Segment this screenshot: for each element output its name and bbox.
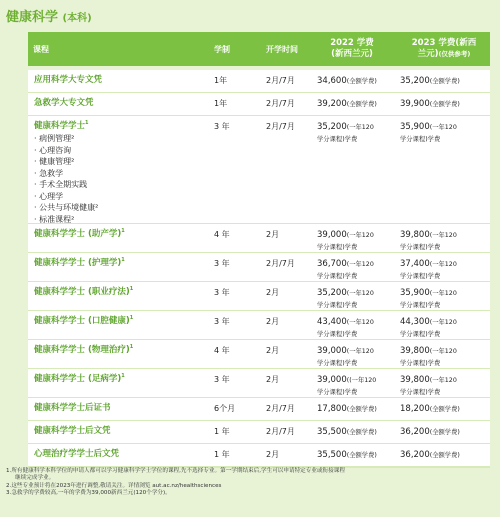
fee-2022-note: (全额学费) (346, 406, 377, 413)
course-start: 2月 (266, 450, 280, 459)
course-start: 2月 (266, 346, 280, 355)
fee-2023-amount: 36,200 (400, 450, 430, 460)
course-name (34, 316, 133, 327)
fee-2023-amount: 35,200 (400, 76, 430, 86)
footnote-ref: 1 (129, 344, 134, 351)
title-main: 健康科学 (6, 10, 59, 25)
fee-2023 (400, 316, 488, 340)
course-name-text: 健康科学学士 (助产学) (34, 229, 122, 239)
header-fee-2023-line1: 2023 学费(新西 (411, 38, 477, 48)
header-fee-2022-line1: 2022 学费 (330, 38, 374, 48)
fee-2023-note: (一年120 (429, 377, 457, 384)
header-fee-2022-line2: (新西兰元) (331, 49, 373, 59)
fee-2023 (400, 403, 488, 415)
footnote-2: 2.这些专业预计将在2023年进行调整,敬请关注。详情浏览 aut.ac.nz/healthsciences (6, 482, 222, 489)
fee-2022-note-line2: 学分课程)学费 (317, 302, 358, 309)
fee-2022-amount: 17,800 (317, 404, 347, 414)
fee-2023 (400, 345, 488, 369)
major-item: · 标准课程² (34, 214, 98, 226)
major-item: · 病例管理² (34, 133, 98, 145)
fee-2023-note: (全额学费) (429, 452, 460, 459)
fee-2023-amount: 39,800 (400, 375, 430, 385)
fee-2022 (317, 403, 401, 415)
course-duration: 1 年 (214, 427, 230, 436)
course-duration: 1年 (214, 99, 228, 108)
fee-2023 (400, 98, 488, 110)
fee-2022-note: (一年120 (346, 124, 374, 131)
fee-2023-note: (全额学费) (429, 78, 460, 85)
fee-2022-note-line2: 学分课程)学费 (317, 244, 358, 251)
fee-2022-note-line2: 学分课程)学费 (317, 331, 358, 338)
fee-2022 (317, 75, 401, 87)
fee-2022-amount: 35,500 (317, 450, 347, 460)
fee-2022 (317, 426, 401, 438)
fee-2022-note: (一年120 (346, 290, 374, 297)
course-name-text: 急救学大专文凭 (34, 98, 94, 108)
fee-2022-amount: 36,700 (317, 259, 347, 269)
fee-2023-note: (一年120 (429, 319, 457, 326)
course-start: 2月/7月 (266, 76, 295, 85)
title-subtitle: (本科) (62, 13, 92, 24)
major-item: · 心理学 (34, 191, 98, 203)
fee-2023-amount: 37,400 (400, 259, 430, 269)
course-duration: 3 年 (214, 317, 230, 326)
table-row (28, 224, 490, 254)
fee-2023-note: (全额学费) (429, 429, 460, 436)
major-item: · 公共与环境健康² (34, 202, 98, 214)
course-name-text: 健康科学学士 (口腔健康) (34, 316, 130, 326)
fee-2022-note: (一年120 (346, 261, 374, 268)
header-fee-2023 (400, 32, 488, 66)
fee-2023-amount: 39,900 (400, 99, 430, 109)
course-duration: 3 年 (214, 288, 230, 297)
fee-table (28, 32, 490, 460)
table-row (28, 311, 490, 341)
fee-2022-amount: 43,400 (317, 317, 347, 327)
table-row (28, 340, 490, 370)
course-name-text: 健康科学学士后文凭 (34, 426, 111, 436)
course-duration: 1年 (214, 76, 228, 85)
major-item: · 心理咨询 (34, 145, 98, 157)
fee-2023-note-line2: 学分课程)学费 (400, 389, 441, 396)
course-duration: 3 年 (214, 259, 230, 268)
fee-2022 (317, 374, 401, 398)
fee-2022 (317, 258, 401, 282)
fee-2022-note: (全额学费) (346, 78, 377, 85)
course-duration: 3 年 (214, 375, 230, 384)
fee-2022-note: (一年120 (346, 232, 374, 239)
fee-2023-amount: 35,900 (400, 122, 430, 132)
fee-2022-amount: 39,000 (317, 375, 347, 385)
footnote-ref: 1 (121, 373, 125, 380)
fee-2023-note-line2: 学分课程)学费 (400, 360, 441, 367)
fee-2022 (317, 449, 401, 461)
fee-2022-note: (一年120 (346, 348, 374, 355)
fee-2022-note-line2: 学分课程)学费 (317, 389, 358, 396)
fee-2023 (400, 374, 488, 398)
fee-2023-note-line2: 学分课程)学费 (400, 331, 441, 338)
course-start: 2月 (266, 230, 280, 239)
fee-2023-note: (一年120 (429, 348, 457, 355)
fee-2022-note: (全额学费) (346, 429, 377, 436)
footnotes (6, 468, 494, 498)
course-duration: 4 年 (214, 230, 230, 239)
footnote-ref: 1 (121, 228, 125, 235)
course-start: 2月/7月 (266, 99, 295, 108)
course-name-text: 健康科学学士 (护理学) (34, 258, 122, 268)
header-fee-2022 (317, 32, 387, 66)
fee-2023 (400, 258, 488, 282)
fee-2022-amount: 35,200 (317, 288, 347, 298)
course-start: 2月/7月 (266, 427, 295, 436)
fee-2022-amount: 39,000 (317, 230, 347, 240)
course-start: 2月 (266, 375, 280, 384)
course-name-text: 健康科学学士 (34, 121, 86, 131)
fee-2023 (400, 121, 488, 145)
fee-2022-amount: 39,000 (317, 346, 347, 356)
fee-2023 (400, 426, 488, 438)
page-title (6, 6, 92, 25)
course-name-text: 健康科学学士 (足病学) (34, 374, 122, 384)
fee-2022-note: ((一年120 (346, 377, 377, 384)
fee-2023 (400, 449, 488, 461)
footnote-ref: 1 (85, 120, 89, 127)
fee-2022-note-line2: 学分课程)学费 (317, 360, 358, 367)
fee-2023-note: (一年120 (429, 232, 457, 239)
course-name-text: 应用科学大专文凭 (34, 75, 103, 85)
footnote-ref: 1 (129, 286, 134, 293)
fee-2023-note: (一年120 (429, 124, 457, 131)
table-row (28, 421, 490, 445)
header-start: 开学时间 (266, 44, 298, 54)
footnote-3: 3.急救学的学费较高,一年的学费为39,000新西兰元(120个学分)。 (6, 490, 171, 497)
course-name-text: 健康科学学士 (职业疗法) (34, 287, 130, 297)
fee-2023 (400, 75, 488, 87)
course-name (34, 75, 102, 86)
fee-2022 (317, 316, 401, 340)
course-duration: 1 年 (214, 450, 230, 459)
footnote-ref: 1 (121, 257, 125, 264)
course-duration: 6个月 (214, 404, 236, 413)
course-name-text: 健康科学学士 (物理治疗) (34, 345, 130, 355)
table-row (28, 398, 490, 422)
fee-2023-amount: 39,800 (400, 230, 430, 240)
fee-2022-amount: 35,200 (317, 122, 347, 132)
fee-2022-note-line2: 学分课程)学费 (317, 273, 358, 280)
fee-2023 (400, 229, 488, 253)
table-row (28, 282, 490, 312)
footnote-1-cont: 继续完成学业。 (15, 475, 55, 482)
course-name (34, 403, 111, 414)
fee-2022-note-line2: 学分课程)学费 (317, 136, 358, 143)
course-name (34, 426, 111, 437)
fee-2023-note: (全额学费) (429, 101, 460, 108)
fee-2022 (317, 287, 401, 311)
course-name (34, 258, 125, 269)
table-row (28, 444, 490, 468)
course-start: 2月/7月 (266, 259, 295, 268)
course-name (34, 229, 125, 240)
table-row (28, 116, 490, 225)
header-course: 课程 (33, 44, 49, 54)
fee-2023-amount: 39,800 (400, 346, 430, 356)
major-item: · 急救学 (34, 168, 98, 180)
fee-2023-note: (一年120 (429, 261, 457, 268)
course-duration: 3 年 (214, 122, 230, 131)
fee-2022 (317, 229, 401, 253)
fee-2022-amount: 35,500 (317, 427, 347, 437)
fee-2023-note: (一年120 (429, 290, 457, 297)
course-duration: 4 年 (214, 346, 230, 355)
table-row (28, 253, 490, 283)
course-name (34, 287, 133, 298)
fee-2022-amount: 34,600 (317, 76, 347, 86)
footnote-ref: 1 (129, 315, 134, 322)
fee-2023-amount: 35,900 (400, 288, 430, 298)
fee-2022 (317, 98, 401, 110)
fee-2022 (317, 345, 401, 369)
footnote-1: 1.所有健康科学本科学位的申请人都可以学习健康科学学士学位的课程,先不选择专业。第一学期结束后,学生可以申请特定专业或衔接课程 (6, 468, 345, 474)
course-name (34, 374, 125, 385)
course-name (34, 449, 119, 460)
course-name (34, 98, 94, 109)
fee-2022-note: (全额学费) (346, 452, 377, 459)
course-start: 2月/7月 (266, 404, 295, 413)
course-name (34, 121, 89, 132)
table-row (28, 70, 490, 94)
fee-2023-note-line2: 学分课程)学费 (400, 273, 441, 280)
fee-2023-amount: 36,200 (400, 427, 430, 437)
fee-2023-note-line2: 学分课程)学费 (400, 136, 441, 143)
fee-2022 (317, 121, 401, 145)
table-row (28, 369, 490, 399)
table-row (28, 93, 490, 117)
course-start: 2月 (266, 317, 280, 326)
course-name-text: 心理治疗学学士后文凭 (34, 449, 120, 459)
course-start: 2月/7月 (266, 122, 295, 131)
fee-2023-amount: 44,300 (400, 317, 430, 327)
fee-2023-note: (全额学费) (429, 406, 460, 413)
fee-2022-amount: 39,200 (317, 99, 347, 109)
header-duration: 学制 (214, 44, 230, 54)
table-header (28, 32, 490, 66)
course-name (34, 345, 133, 356)
major-item: · 健康管理² (34, 156, 98, 168)
major-list (34, 133, 98, 225)
fee-2023-amount: 18,200 (400, 404, 430, 414)
fee-2022-note: (一年120 (346, 319, 374, 326)
fee-2022-note: (全额学费) (346, 101, 377, 108)
fee-2023-note-line2: 学分课程)学费 (400, 244, 441, 251)
fee-2023-note-line2: 学分课程)学费 (400, 302, 441, 309)
fee-2023 (400, 287, 488, 311)
header-fee-2023-note: (仅供参考) (438, 50, 471, 58)
header-fee-2023-line2: 兰元) (417, 49, 439, 59)
course-name-text: 健康科学学士后证书 (34, 403, 111, 413)
course-start: 2月 (266, 288, 280, 297)
major-item: · 手术全期实践 (34, 179, 98, 191)
